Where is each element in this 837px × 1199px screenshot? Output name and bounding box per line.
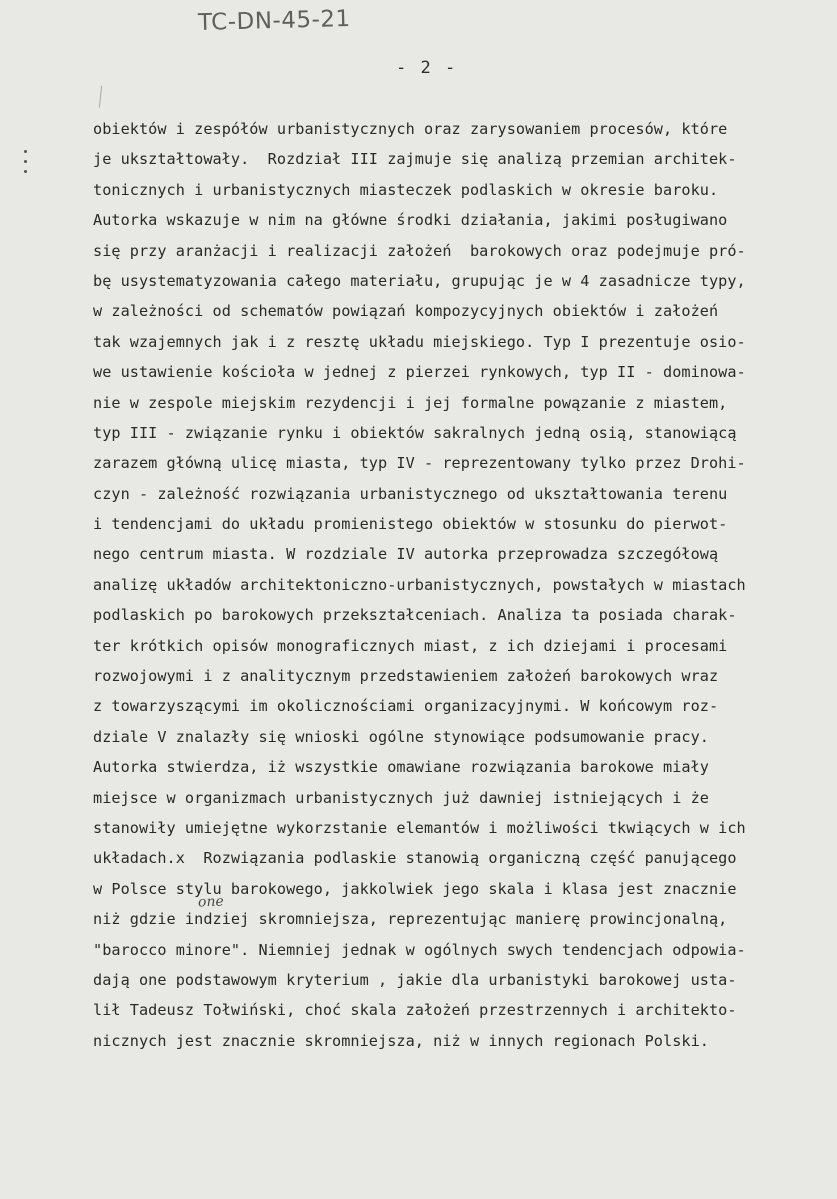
text-line: się przy aranżacji i realizacji założeń barokowych oraz podejmuje pró- xyxy=(93,241,746,260)
text-line: Autorka stwierdza, iż wszystkie omawiane rozwiązania barokowe miały xyxy=(93,758,709,777)
text-line: czyn - zależność rozwiązania urbanistycznego od ukształtowania terenu xyxy=(93,484,728,503)
text-line: we ustawienie kościoła w jednej z pierzei rynkowych, typ II - dominowa- xyxy=(93,363,746,382)
text-line: tonicznych i urbanistycznych miasteczek podlaskich w okresie baroku. xyxy=(93,180,719,199)
text-line: układach.x Rozwiązania podlaskie stanowią organiczną część panującego xyxy=(93,849,737,868)
text-line: w zależności od schematów powiązań kompozycyjnych obiektów i założeń xyxy=(93,302,719,321)
margin-dots xyxy=(24,150,28,180)
text-line: dziale V znalazły się wnioski ogólne stynowiące podsumowanie pracy. xyxy=(93,727,709,746)
text-line: typ III - związanie rynku i obiektów sakralnych jedną osią, stanowiącą xyxy=(93,423,737,442)
text-line: nego centrum miasta. W rozdziale IV autorka przeprowadza szczegółową xyxy=(93,545,719,564)
text-line: nie w zespole miejskim rezydencji i jej formalne powązanie z miastem, xyxy=(93,393,728,412)
text-line: i tendencjami do układu promienistego obiektów w stosunku do pierwot- xyxy=(93,515,728,534)
text-line: miejsce w organizmach urbanistycznych już dawniej istniejących i że xyxy=(93,788,709,807)
text-line: analizę układów architektoniczno-urbanistycznych, powstałych w miastach xyxy=(93,575,746,594)
handwritten-insertion: one xyxy=(197,893,225,911)
text-line: ter krótkich opisów monograficznych miast, z ich dziejami i procesami xyxy=(93,636,728,655)
text-line: rozwojowymi i z analitycznym przedstawieniem założeń barokowych wraz xyxy=(93,667,719,686)
text-line: je ukształtowały. Rozdział III zajmuje się analizą przemian architek- xyxy=(93,150,737,169)
text-line: z towarzyszącymi im okolicznościami organizacyjnymi. W końcowym roz- xyxy=(93,697,719,716)
text-line: Autorka wskazuje w nim na główne środki działania, jakimi posługiwano xyxy=(93,211,728,230)
typed-body-text xyxy=(93,114,835,1056)
document-reference-code: TC-DN-45-21 xyxy=(197,6,351,36)
text-line: obiektów i zespółów urbanistycznych oraz zarysowaniem procesów, które xyxy=(93,120,728,138)
margin-pencil-mark xyxy=(99,86,106,108)
text-line: "barocco minore". Niemniej jednak w ogólnych swych tendencjach odpowia- xyxy=(93,940,746,959)
text-line: stanowiły umiejętne wykorzstanie elemantów i możliwości tkwiących w ich xyxy=(93,818,746,837)
text-line: bę usystematyzowania całego materiału, grupując je w 4 zasadnicze typy, xyxy=(93,271,746,290)
text-line: lił Tadeusz Tołwiński, choć skala założeń przestrzennych i architekto- xyxy=(93,1001,737,1020)
text-line: nicznych jest znacznie skromniejsza, niż w innych regionach Polski. xyxy=(93,1031,709,1050)
text-line: tak wzajemnych jak i z resztę układu miejskiego. Typ I prezentuje osio- xyxy=(93,332,746,351)
text-line: niż gdzie indziej skromniejsza, reprezentując manierę prowincjonalną, xyxy=(93,910,728,929)
text-line: w Polsce stylu barokowego, jakkolwiek jego skala i klasa jest znacznie xyxy=(93,879,737,898)
text-line: podlaskich po barokowych przekształceniach. Analiza ta posiada charak- xyxy=(93,606,737,625)
text-line: dają one podstawowym kryterium , jakie dla urbanistyki barokowej usta- xyxy=(93,970,737,989)
page-number: - 2 - xyxy=(396,58,458,78)
text-line: zarazem główną ulicę miasta, typ IV - reprezentowany tylko przez Drohi- xyxy=(93,454,746,473)
